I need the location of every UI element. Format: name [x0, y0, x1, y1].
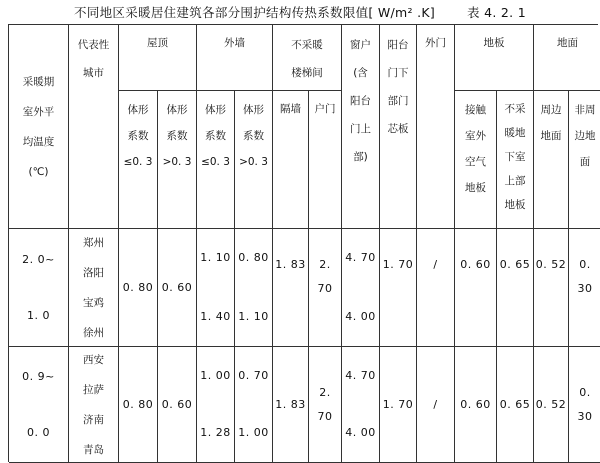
city-name: 青岛 — [83, 435, 104, 463]
row2-slab-outdoor: 0. 60 — [455, 347, 497, 463]
row1-balcony-door: 1. 70 — [380, 229, 417, 347]
cell-value: 1. 00 — [200, 364, 231, 388]
cell-value: 0. 80 — [238, 246, 269, 270]
city-name: 洛阳 — [83, 258, 104, 288]
city-name: 拉萨 — [83, 375, 104, 405]
row1-ground-interior: 0. 30 — [569, 229, 600, 347]
row1-slab-outdoor: 0. 60 — [455, 229, 497, 347]
cell-value: 1. 10 — [238, 305, 269, 329]
row2-cities — [69, 347, 119, 463]
row1-roof-high: 0. 60 — [158, 229, 197, 347]
cell-value: 4. 00 — [345, 305, 376, 329]
city-name: 郑州 — [83, 229, 104, 258]
row2-stair-partition: 1. 83 — [273, 347, 309, 463]
header-wall-shape-high: 体形 系数 >0. 3 — [235, 91, 273, 229]
row2-ground-interior: 0. 30 — [569, 347, 600, 463]
cell-value: 4. 00 — [345, 421, 376, 445]
cell-value: 1. 00 — [238, 421, 269, 445]
cell-value: 4. 70 — [345, 364, 376, 388]
header-window: 窗户 (含 阳台 门上 部) — [342, 25, 380, 229]
header-roof-shape-low: 体形 系数 ≤0. 3 — [119, 91, 158, 229]
row2-roof-low: 0. 80 — [119, 347, 158, 463]
cell-value: 4. 70 — [345, 246, 376, 270]
city-name: 西安 — [83, 347, 104, 375]
table-number: 表 4. 2. 1 — [467, 3, 526, 21]
row1-slab-basement: 0. 65 — [497, 229, 534, 347]
row1-wall-high — [235, 229, 273, 347]
header-outer-door: 外门 — [417, 25, 455, 229]
row1-stair-partition: 1. 83 — [273, 229, 309, 347]
header-wall: 外墙 — [197, 25, 273, 91]
header-balcony-door: 阳台 门下 部门 芯板 — [380, 25, 417, 229]
header-temperature: 采暖期 室外平 均温度 (℃) — [9, 25, 69, 229]
header-wall-shape-low: 体形 系数 ≤0. 3 — [197, 91, 235, 229]
row2-balcony-door: 1. 70 — [380, 347, 417, 463]
city-name: 济南 — [83, 405, 104, 435]
cell-value: 1. 40 — [200, 305, 231, 329]
row2-outer-door: / — [417, 347, 455, 463]
row2-slab-basement: 0. 65 — [497, 347, 534, 463]
cell-value: 1. 28 — [200, 421, 231, 445]
header-slab-outdoor: 接触 室外 空气 地板 — [455, 91, 497, 229]
city-name: 宝鸡 — [83, 288, 104, 318]
row1-stair-door: 2. 70 — [309, 229, 342, 347]
cell-value: 0. 70 — [238, 364, 269, 388]
city-name: 徐州 — [83, 318, 104, 348]
row1-wall-low — [197, 229, 235, 347]
header-stair-door: 户门 — [309, 91, 342, 229]
row2-window — [342, 347, 380, 463]
header-roof-shape-high: 体形 系数 >0. 3 — [158, 91, 197, 229]
header-stair-partition: 隔墙 — [273, 91, 309, 229]
header-roof: 屋顶 — [119, 25, 197, 91]
row2-stair-door: 2. 70 — [309, 347, 342, 463]
row1-temperature: 2. 0~ 1. 0 — [9, 229, 69, 347]
row2-temperature: 0. 9~ 0. 0 — [9, 347, 69, 463]
heat-transfer-table — [8, 24, 598, 462]
header-stairwell: 不采暖 楼梯间 — [273, 25, 342, 91]
row1-roof-low: 0. 80 — [119, 229, 158, 347]
row1-window — [342, 229, 380, 347]
row2-wall-high — [235, 347, 273, 463]
header-floor-slab: 地板 — [455, 25, 534, 91]
cell-value: 1. 10 — [200, 246, 231, 270]
header-ground-perimeter: 周边 地面 — [534, 91, 569, 229]
header-ground: 地面 — [534, 25, 600, 91]
row1-outer-door: / — [417, 229, 455, 347]
row2-ground-perimeter: 0. 52 — [534, 347, 569, 463]
header-city: 代表性 城市 — [69, 25, 119, 229]
header-ground-interior: 非周 边地 面 — [569, 91, 600, 229]
header-slab-basement: 不采 暖地 下室 上部 地板 — [497, 91, 534, 229]
table-title: 不同地区采暖居住建筑各部分围护结构传热系数限值[ W/m² .K] — [74, 3, 435, 21]
row1-ground-perimeter: 0. 52 — [534, 229, 569, 347]
row2-roof-high: 0. 60 — [158, 347, 197, 463]
row2-wall-low — [197, 347, 235, 463]
table-title-row — [0, 0, 600, 24]
row1-cities — [69, 229, 119, 347]
